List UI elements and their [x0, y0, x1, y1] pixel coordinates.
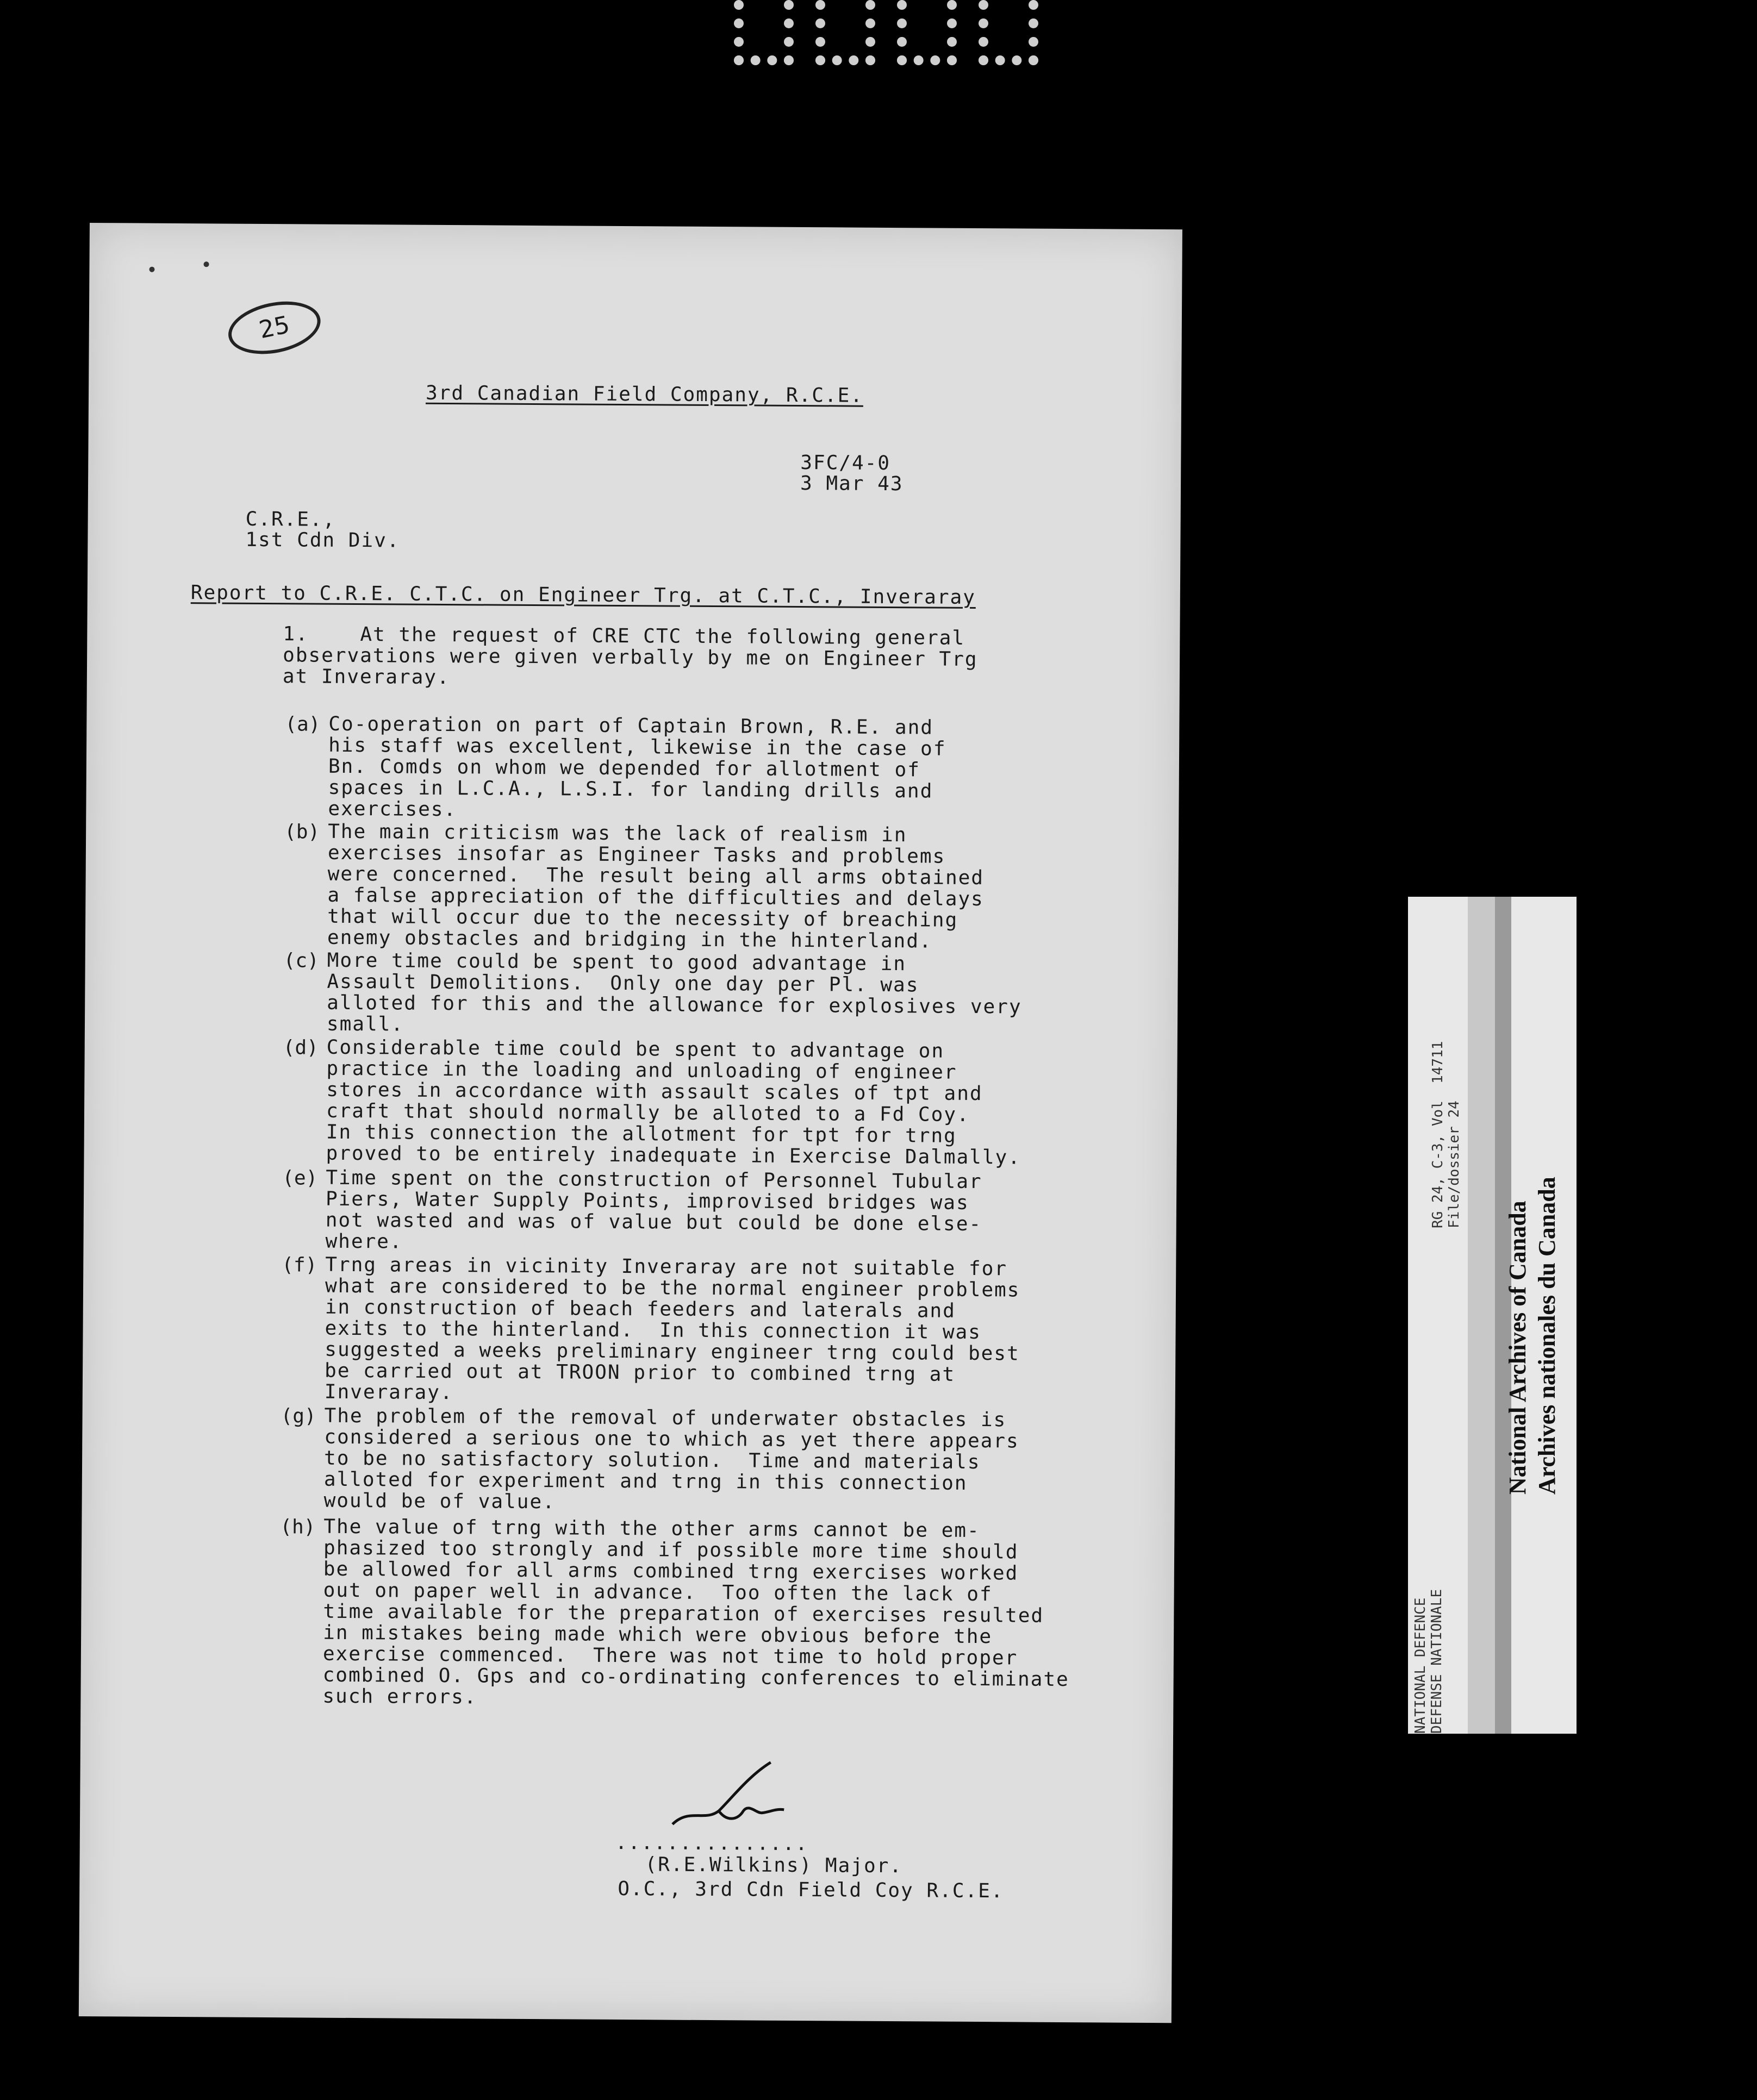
item-label: (g) — [281, 1405, 316, 1428]
defence-fr: DEFENSE NATIONALE — [1429, 1589, 1445, 1734]
item-text: Trng areas in vicinity Inveraray are not suitable for what are considered to be the normal engineer problems in construction of beach feeders and laterals and exits to the hinterland. In this connection it was suggested a weeks preliminary engineer trng could best be carried out at TROON prior to combined trng at Inveraray. — [324, 1253, 1020, 1404]
item-label: (c) — [283, 949, 319, 972]
archives-en: National Archives of Canada — [1504, 1201, 1531, 1495]
list-item — [284, 820, 985, 953]
subject-line: Report to C.R.E. C.T.C. on Engineer Trg. at C.T.C., Inveraray — [190, 582, 976, 609]
item-label: (e) — [282, 1167, 318, 1190]
addressee-block — [245, 509, 400, 552]
item-text: The problem of the removal of underwater obstacles is considered a serious one to which as yet there appears to be no satisfactory solution. Time and materials alloted for experiment and trng in this connection would be of value. — [323, 1404, 1019, 1514]
list-item — [285, 712, 946, 823]
list-item — [280, 1515, 1070, 1711]
archives-fr: Archives nationales du Canada — [1534, 1177, 1560, 1495]
item-label: (h) — [280, 1516, 316, 1539]
reference-line2: File/dossier 24 — [1446, 1101, 1462, 1228]
item-text: Co-operation on part of Captain Brown, R.E. and his staff was excellent, likewise in the case of Bn. Comds on whom we depended for allotment of spaces in L.C.A., L.S.I. for landing drills and exercises. — [328, 712, 946, 821]
paragraph-1: 1. At the request of CRE CTC the following general observations were given verbally by me on Engineer Trg at Inveraray. — [282, 623, 978, 689]
defence-stamp — [1412, 1589, 1445, 1734]
reference-block — [800, 453, 904, 495]
punch-mark — [204, 261, 209, 267]
archive-reference — [1430, 1041, 1462, 1228]
item-text: Time spent on the construction of Personnel Tubular Piers, Water Supply Points, improvised bridges was not wasted and was of value but could be done else- where. — [325, 1166, 982, 1253]
item-text: The value of trng with the other arms cannot be em- phasized too strongly and if possible more time should be allowed for all arms combined trng exercises worked out on paper well in advance. Too often the lack of time available for the preparation of exercises resulted in mistakes being made which were obvious before the exercise commenced. There was not time to hold proper combined O. Gps and co-ordinating conferences to eliminate such errors. — [322, 1515, 1069, 1709]
page-number-circled: 25 — [223, 294, 325, 362]
signature-line: ............... — [615, 1831, 809, 1855]
list-item — [283, 949, 1022, 1039]
item-text: The main criticism was the lack of realism in exercises insofar as Engineer Tasks and problems were concerned. The result being all arms obtained a false appreciation of the difficulties and delays that will occur due to the necessity of breaching enemy obstacles and bridging in the hinterland. — [327, 820, 985, 953]
list-item — [281, 1404, 1020, 1516]
item-label: (f) — [282, 1254, 317, 1277]
item-label: (d) — [283, 1036, 319, 1059]
defence-en: NATIONAL DEFENCE — [1412, 1597, 1429, 1734]
film-frame-number — [734, 0, 1082, 82]
list-item — [283, 1036, 1021, 1169]
addressee-line1: C.R.E., — [245, 508, 336, 531]
item-label: (a) — [285, 713, 321, 736]
list-item — [282, 1253, 1020, 1407]
reference-line1: RG 24, C-3, Vol 14711 — [1430, 1041, 1446, 1228]
list-item — [282, 1166, 982, 1256]
handwritten-signature — [667, 1759, 809, 1836]
signatory-title: O.C., 3rd Cdn Field Coy R.C.E. — [618, 1877, 1004, 1903]
letterhead: 3rd Canadian Field Company, R.C.E. — [425, 382, 864, 407]
signatory-name: (R.E.Wilkins) Major. — [645, 1853, 903, 1878]
addressee-line2: 1st Cdn Div. — [245, 528, 400, 552]
strip-band — [1468, 897, 1495, 1734]
archives-name — [1503, 1177, 1562, 1495]
document-page — [79, 223, 1182, 2023]
punch-mark — [149, 267, 154, 272]
item-text: More time could be spent to good advantage in Assault Demolitions. Only one day per Pl. was alloted for this and the allowance for explosives very small. — [326, 949, 1022, 1036]
item-label: (b) — [284, 821, 320, 843]
file-reference: 3FC/4-0 — [800, 451, 891, 475]
archive-label-strip — [1408, 897, 1577, 1734]
letter-date: 3 Mar 43 — [800, 472, 904, 496]
item-text: Considerable time could be spent to advantage on practice in the loading and unloading of engineer stores in accordance with assault scales of tpt and craft that should normally be alloted to a Fd Coy. In this connection the allotment for tpt for trng proved to be entirely inadequate in Exercise Dalmally. — [326, 1036, 1021, 1169]
